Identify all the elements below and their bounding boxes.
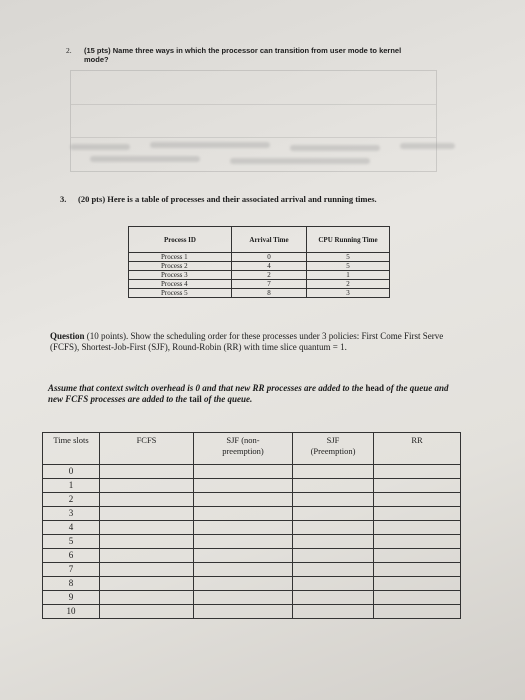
q2-text-line1: (15 pts) Name three ways in which the processor can transition from user mode to kernel xyxy=(84,46,402,55)
fcfs-answer-cell[interactable] xyxy=(100,591,194,605)
sjf-preemption-answer-cell[interactable] xyxy=(293,563,374,577)
sjf-preemption-answer-cell[interactable] xyxy=(293,605,374,619)
header-arrival-time: Arrival Time xyxy=(232,227,307,253)
time-slot-cell: 10 xyxy=(43,605,100,619)
sjf-non-preemption-answer-cell[interactable] xyxy=(194,493,293,507)
sjf-non-preemption-answer-cell[interactable] xyxy=(194,591,293,605)
table-row xyxy=(43,479,461,493)
schedule-header-row xyxy=(43,433,461,465)
table-row xyxy=(129,253,390,262)
header-sjf-preemption: SJF (Preemption) xyxy=(293,433,374,465)
process-id-cell: Process 5 xyxy=(129,289,232,298)
rr-answer-cell[interactable] xyxy=(374,535,461,549)
sjf-non-preemption-answer-cell[interactable] xyxy=(194,479,293,493)
fcfs-answer-cell[interactable] xyxy=(100,605,194,619)
question-text: (10 points). Show the scheduling order for these processes under 3 policies: First Come First Serve (FCFS), Shortest-Job-First (SJF), Round-Robin (RR) with time slice quantum = 1. xyxy=(50,331,444,352)
header-sjf-non-preemption: SJF (non- preemption) xyxy=(194,433,293,465)
sjf-preemption-answer-cell[interactable] xyxy=(293,507,374,521)
table-row xyxy=(43,521,461,535)
fcfs-answer-cell[interactable] xyxy=(100,465,194,479)
time-slot-cell: 1 xyxy=(43,479,100,493)
table-row xyxy=(43,535,461,549)
sjf-preemption-answer-cell[interactable] xyxy=(293,465,374,479)
process-table xyxy=(128,226,390,298)
sjf-non-preemption-answer-cell[interactable] xyxy=(194,465,293,479)
rr-answer-cell[interactable] xyxy=(374,605,461,619)
header-cpu-running-time: CPU Running Time xyxy=(307,227,390,253)
sjf-non-preemption-answer-cell[interactable] xyxy=(194,521,293,535)
rr-answer-cell[interactable] xyxy=(374,591,461,605)
process-id-cell: Process 1 xyxy=(129,253,232,262)
running-cell: 2 xyxy=(307,280,390,289)
question-paragraph xyxy=(50,331,460,353)
sjf-non-preemption-answer-cell[interactable] xyxy=(194,535,293,549)
table-row xyxy=(43,577,461,591)
table-row xyxy=(129,271,390,280)
table-row xyxy=(43,563,461,577)
assume-part2: of the queue and new FCFS processes are added to the xyxy=(48,383,449,404)
table-row xyxy=(129,280,390,289)
arrival-cell: 0 xyxy=(232,253,307,262)
table-row xyxy=(43,605,461,619)
time-slot-cell: 8 xyxy=(43,577,100,591)
time-slot-cell: 3 xyxy=(43,507,100,521)
sjf-non-preemption-answer-cell[interactable] xyxy=(194,563,293,577)
sjf-preemption-answer-cell[interactable] xyxy=(293,577,374,591)
table-row xyxy=(43,591,461,605)
time-slot-cell: 9 xyxy=(43,591,100,605)
arrival-cell: 7 xyxy=(232,280,307,289)
sjf-preemption-answer-cell[interactable] xyxy=(293,535,374,549)
process-id-cell: Process 2 xyxy=(129,262,232,271)
table-row xyxy=(43,507,461,521)
arrival-cell: 2 xyxy=(232,271,307,280)
sjf-non-preemption-answer-cell[interactable] xyxy=(194,605,293,619)
header-fcfs: FCFS xyxy=(100,433,194,465)
sjf-non-preemption-answer-cell[interactable] xyxy=(194,577,293,591)
time-slot-cell: 2 xyxy=(43,493,100,507)
sjf-preemption-answer-cell[interactable] xyxy=(293,591,374,605)
process-id-cell: Process 3 xyxy=(129,271,232,280)
rr-answer-cell[interactable] xyxy=(374,563,461,577)
rr-answer-cell[interactable] xyxy=(374,549,461,563)
table-row xyxy=(129,289,390,298)
q3-text: (20 pts) Here is a table of processes and their associated arrival and running times. xyxy=(78,194,377,204)
process-id-cell: Process 4 xyxy=(129,280,232,289)
q2-text-line2: mode? xyxy=(84,55,109,64)
table-row xyxy=(43,493,461,507)
fcfs-answer-cell[interactable] xyxy=(100,521,194,535)
time-slot-cell: 6 xyxy=(43,549,100,563)
sjf-preemption-answer-cell[interactable] xyxy=(293,479,374,493)
rr-answer-cell[interactable] xyxy=(374,521,461,535)
sjf-preemption-answer-cell[interactable] xyxy=(293,521,374,535)
assumption-paragraph xyxy=(48,383,460,405)
sjf-preemption-answer-cell[interactable] xyxy=(293,493,374,507)
sjf-preemption-answer-cell[interactable] xyxy=(293,549,374,563)
running-cell: 5 xyxy=(307,253,390,262)
fcfs-answer-cell[interactable] xyxy=(100,549,194,563)
fcfs-answer-cell[interactable] xyxy=(100,563,194,577)
rr-answer-cell[interactable] xyxy=(374,577,461,591)
rr-answer-cell[interactable] xyxy=(374,493,461,507)
question-label: Question xyxy=(50,331,85,341)
schedule-table xyxy=(42,432,461,619)
fcfs-answer-cell[interactable] xyxy=(100,535,194,549)
assume-tail: tail xyxy=(189,394,202,404)
header-time-slots: Time slots xyxy=(43,433,100,465)
header-process-id: Process ID xyxy=(129,227,232,253)
time-slot-cell: 5 xyxy=(43,535,100,549)
fcfs-answer-cell[interactable] xyxy=(100,479,194,493)
process-table-header-row xyxy=(129,227,390,253)
assume-part1: Assume that context switch overhead is 0 and that new RR processes are added to the xyxy=(48,383,366,393)
time-slot-cell: 7 xyxy=(43,563,100,577)
assume-head: head xyxy=(365,383,385,393)
bleed-through-text xyxy=(70,140,460,168)
q2-number: 2. xyxy=(66,46,72,55)
arrival-cell: 8 xyxy=(232,289,307,298)
running-cell: 3 xyxy=(307,289,390,298)
fcfs-answer-cell[interactable] xyxy=(100,577,194,591)
rr-answer-cell[interactable] xyxy=(374,479,461,493)
running-cell: 1 xyxy=(307,271,390,280)
table-row xyxy=(43,465,461,479)
fcfs-answer-cell[interactable] xyxy=(100,507,194,521)
header-rr: RR xyxy=(374,433,461,465)
time-slot-cell: 4 xyxy=(43,521,100,535)
running-cell: 5 xyxy=(307,262,390,271)
rr-answer-cell[interactable] xyxy=(374,465,461,479)
assume-part3: of the queue. xyxy=(201,394,253,404)
time-slot-cell: 0 xyxy=(43,465,100,479)
sjf-non-preemption-answer-cell[interactable] xyxy=(194,507,293,521)
rr-answer-cell[interactable] xyxy=(374,507,461,521)
fcfs-answer-cell[interactable] xyxy=(100,493,194,507)
arrival-cell: 4 xyxy=(232,262,307,271)
table-row xyxy=(129,262,390,271)
q3-number: 3. xyxy=(60,194,67,204)
sjf-non-preemption-answer-cell[interactable] xyxy=(194,549,293,563)
table-row xyxy=(43,549,461,563)
